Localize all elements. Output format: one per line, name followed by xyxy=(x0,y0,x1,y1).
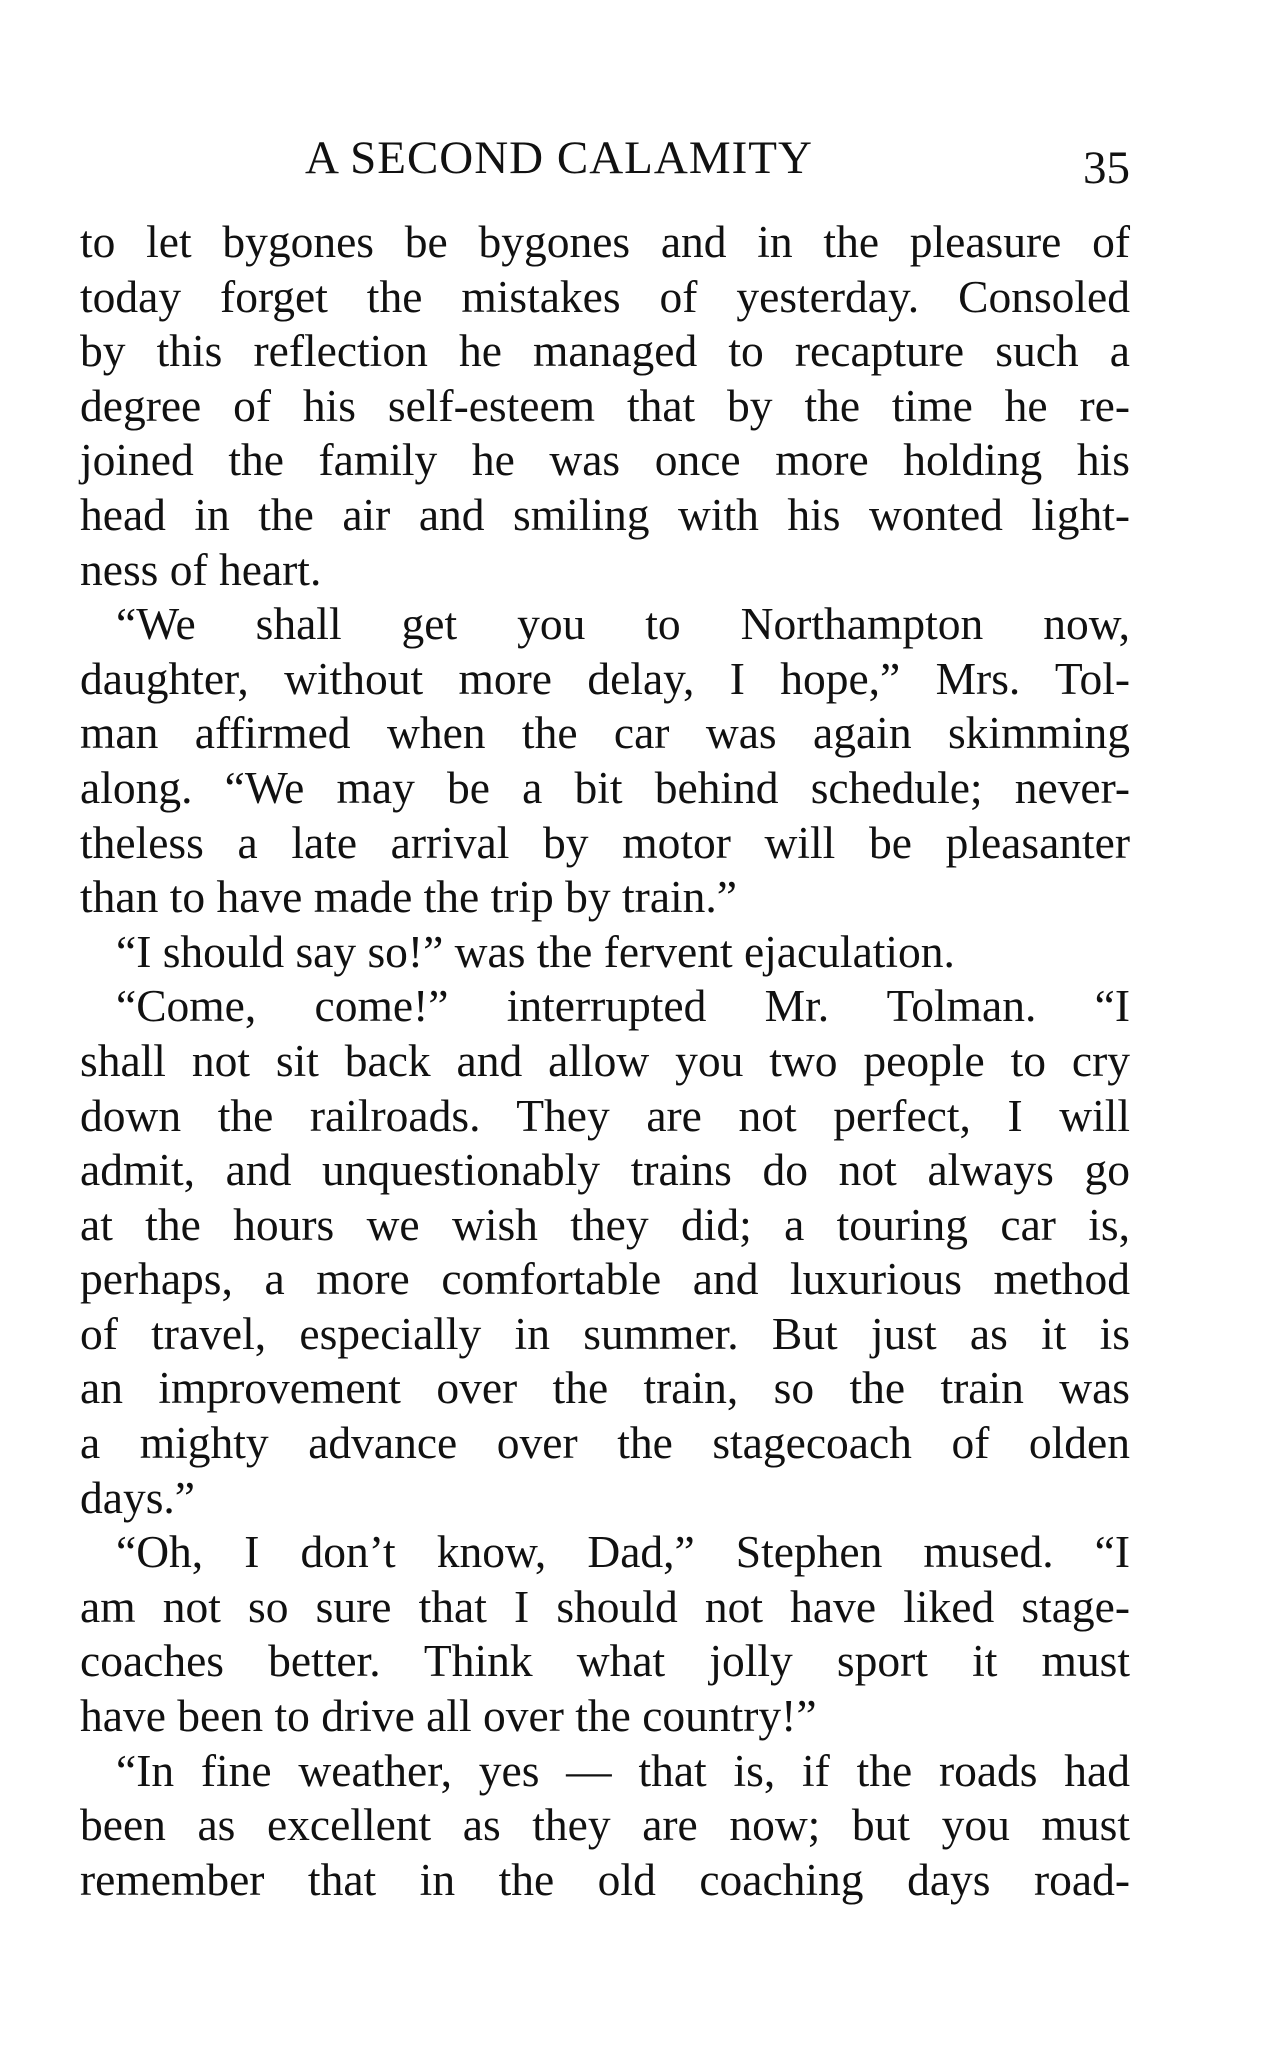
text-line: remember that in the old coaching days road- xyxy=(80,1853,1130,1905)
text-line: have been to drive all over the country!” xyxy=(80,1690,817,1742)
text-line: perhaps, a more comfortable and luxurious method xyxy=(80,1253,1130,1305)
text-line: of travel, especially in summer. But just as it is xyxy=(80,1307,1130,1359)
text-line: by this reflection he managed to recapture such a xyxy=(80,325,1130,377)
text-line: admit, and unquestionably trains do not always go xyxy=(80,1144,1130,1196)
text-line: man affirmed when the car was again skimming xyxy=(80,707,1130,759)
running-title: A SECOND CALAMITY xyxy=(305,132,813,184)
text-line: than to have made the trip by train.” xyxy=(80,871,737,923)
text-line: “Oh, I don’t know, Dad,” Stephen mused. “I xyxy=(116,1526,1130,1578)
text-line: daughter, without more delay, I hope,” Mrs. Tol- xyxy=(80,652,1130,704)
text-line: down the railroads. They are not perfect, I will xyxy=(80,1089,1130,1141)
text-line: “I should say so!” was the fervent ejaculation. xyxy=(116,925,955,977)
text-line: days.” xyxy=(80,1471,195,1523)
running-head xyxy=(80,128,1130,194)
text-line: ness of heart. xyxy=(80,543,322,595)
text-line: degree of his self-esteem that by the time he re- xyxy=(80,379,1130,431)
text-line: shall not sit back and allow you two people to cry xyxy=(80,1034,1130,1086)
body-text xyxy=(80,215,1130,1907)
text-line: today forget the mistakes of yesterday. Consoled xyxy=(80,270,1130,322)
text-line: “We shall get you to Northampton now, xyxy=(116,598,1130,650)
text-line: “In fine weather, yes — that is, if the roads had xyxy=(116,1744,1130,1796)
text-line: along. “We may be a bit behind schedule; never- xyxy=(80,761,1130,813)
text-line: an improvement over the train, so the train was xyxy=(80,1362,1130,1414)
text-line: at the hours we wish they did; a touring car is, xyxy=(80,1198,1130,1250)
text-line: “Come, come!” interrupted Mr. Tolman. “I xyxy=(116,980,1130,1032)
text-line: coaches better. Think what jolly sport it must xyxy=(80,1635,1130,1687)
text-line: joined the family he was once more holding his xyxy=(80,434,1130,486)
text-line: to let bygones be bygones and in the pleasure of xyxy=(80,216,1130,267)
text-line: head in the air and smiling with his wonted light- xyxy=(80,488,1130,540)
text-line: been as excellent as they are now; but you must xyxy=(80,1799,1130,1851)
text-line: am not so sure that I should not have liked stage- xyxy=(80,1580,1130,1632)
text-line: theless a late arrival by motor will be pleasanter xyxy=(80,816,1130,868)
page-number: 35 xyxy=(1083,142,1130,194)
text-line: a mighty advance over the stagecoach of olden xyxy=(80,1417,1130,1469)
